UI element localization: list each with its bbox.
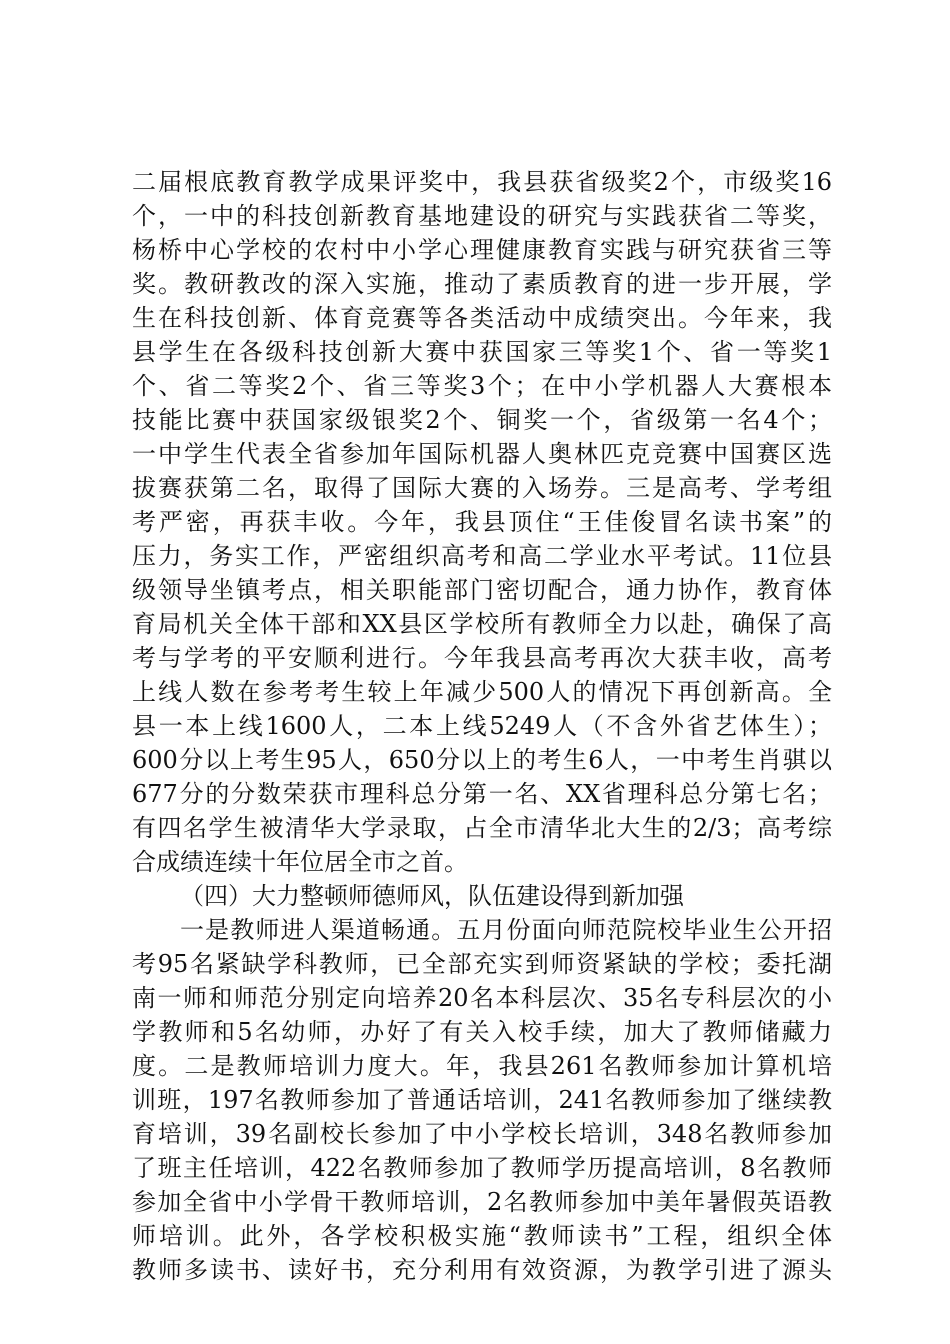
text-line: 上线人数在参考考生较上年减少500人的情况下再创新高。全 xyxy=(132,678,832,706)
text-line: 育培训，39名副校长参加了中小学校长培训，348名教师参加 xyxy=(132,1120,832,1148)
text-line: 县一本上线1600人，二本上线5249人（不含外省艺体生）； xyxy=(132,712,832,740)
text-line: 600分以上考生95人，650分以上的考生6人，一中考生肖骐以 xyxy=(132,746,832,774)
text-line: 一是教师进人渠道畅通。五月份面向师范院校毕业生公开招 xyxy=(180,916,832,944)
text-line: 二届根底教育教学成果评奖中，我县获省级奖2个，市级奖16 xyxy=(132,168,832,196)
text-line: 考与学考的平安顺利进行。今年我县高考再次大获丰收，高考 xyxy=(132,644,832,672)
text-line: 生在科技创新、体育竞赛等各类活动中成绩突出。今年来，我 xyxy=(132,304,832,332)
text-line: 杨桥中心学校的农村中小学心理健康教育实践与研究获省三等 xyxy=(132,236,832,264)
text-line: 县学生在各级科技创新大赛中获国家三等奖1个、省一等奖1 xyxy=(132,338,832,366)
text-line: 训班，197名教师参加了普通话培训，241名教师参加了继续教 xyxy=(132,1086,832,1114)
text-line: 育局机关全体干部和XX县区学校所有教师全力以赴，确保了高 xyxy=(132,610,832,638)
text-line: 奖。教研教改的深入实施，推动了素质教育的进一步开展，学 xyxy=(132,270,832,298)
section-heading: （四）大力整顿师德师风，队伍建设得到新加强 xyxy=(180,882,684,910)
text-line: 师培训。此外，各学校积极实施“教师读书”工程，组织全体 xyxy=(132,1222,832,1250)
text-line: 学教师和5名幼师，办好了有关入校手续，加大了教师储藏力 xyxy=(132,1018,832,1046)
text-line: 个、省二等奖2个、省三等奖3个；在中小学机器人大赛根本 xyxy=(132,372,832,400)
text-line: 了班主任培训，422名教师参加了教师学历提高培训，8名教师 xyxy=(132,1154,832,1182)
text-line: 南一师和师范分别定向培养20名本科层次、35名专科层次的小 xyxy=(132,984,832,1012)
text-line: 有四名学生被清华大学录取，占全市清华北大生的2/3；高考综 xyxy=(132,814,832,842)
text-line: 参加全省中小学骨干教师培训，2名教师参加中美年暑假英语教 xyxy=(132,1188,832,1216)
text-line: 考严密，再获丰收。今年，我县顶住“王佳俊冒名读书案”的 xyxy=(132,508,832,536)
text-line: 度。二是教师培训力度大。年，我县261名教师参加计算机培 xyxy=(132,1052,832,1080)
text-line: 677分的分数荣获市理科总分第一名、XX省理科总分第七名； xyxy=(132,780,832,808)
text-line: 压力，务实工作，严密组织高考和高二学业水平考试。11位县 xyxy=(132,542,832,570)
text-line: 技能比赛中获国家级银奖2个、铜奖一个，省级第一名4个； xyxy=(132,406,832,434)
text-line: 级领导坐镇考点，相关职能部门密切配合，通力协作，教育体 xyxy=(132,576,832,604)
text-line: 一中学生代表全省参加年国际机器人奥林匹克竞赛中国赛区选 xyxy=(132,440,832,468)
text-line: 合成绩连续十年位居全市之首。 xyxy=(132,848,468,876)
text-line: 拔赛获第二名，取得了国际大赛的入场券。三是高考、学考组 xyxy=(132,474,832,502)
text-line: 个，一中的科技创新教育基地建设的研究与实践获省二等奖， xyxy=(132,202,832,230)
text-line: 考95名紧缺学科教师，已全部充实到师资紧缺的学校；委托湖 xyxy=(132,950,832,978)
text-line: 教师多读书、读好书，充分利用有效资源，为教学引进了源头 xyxy=(132,1256,832,1284)
